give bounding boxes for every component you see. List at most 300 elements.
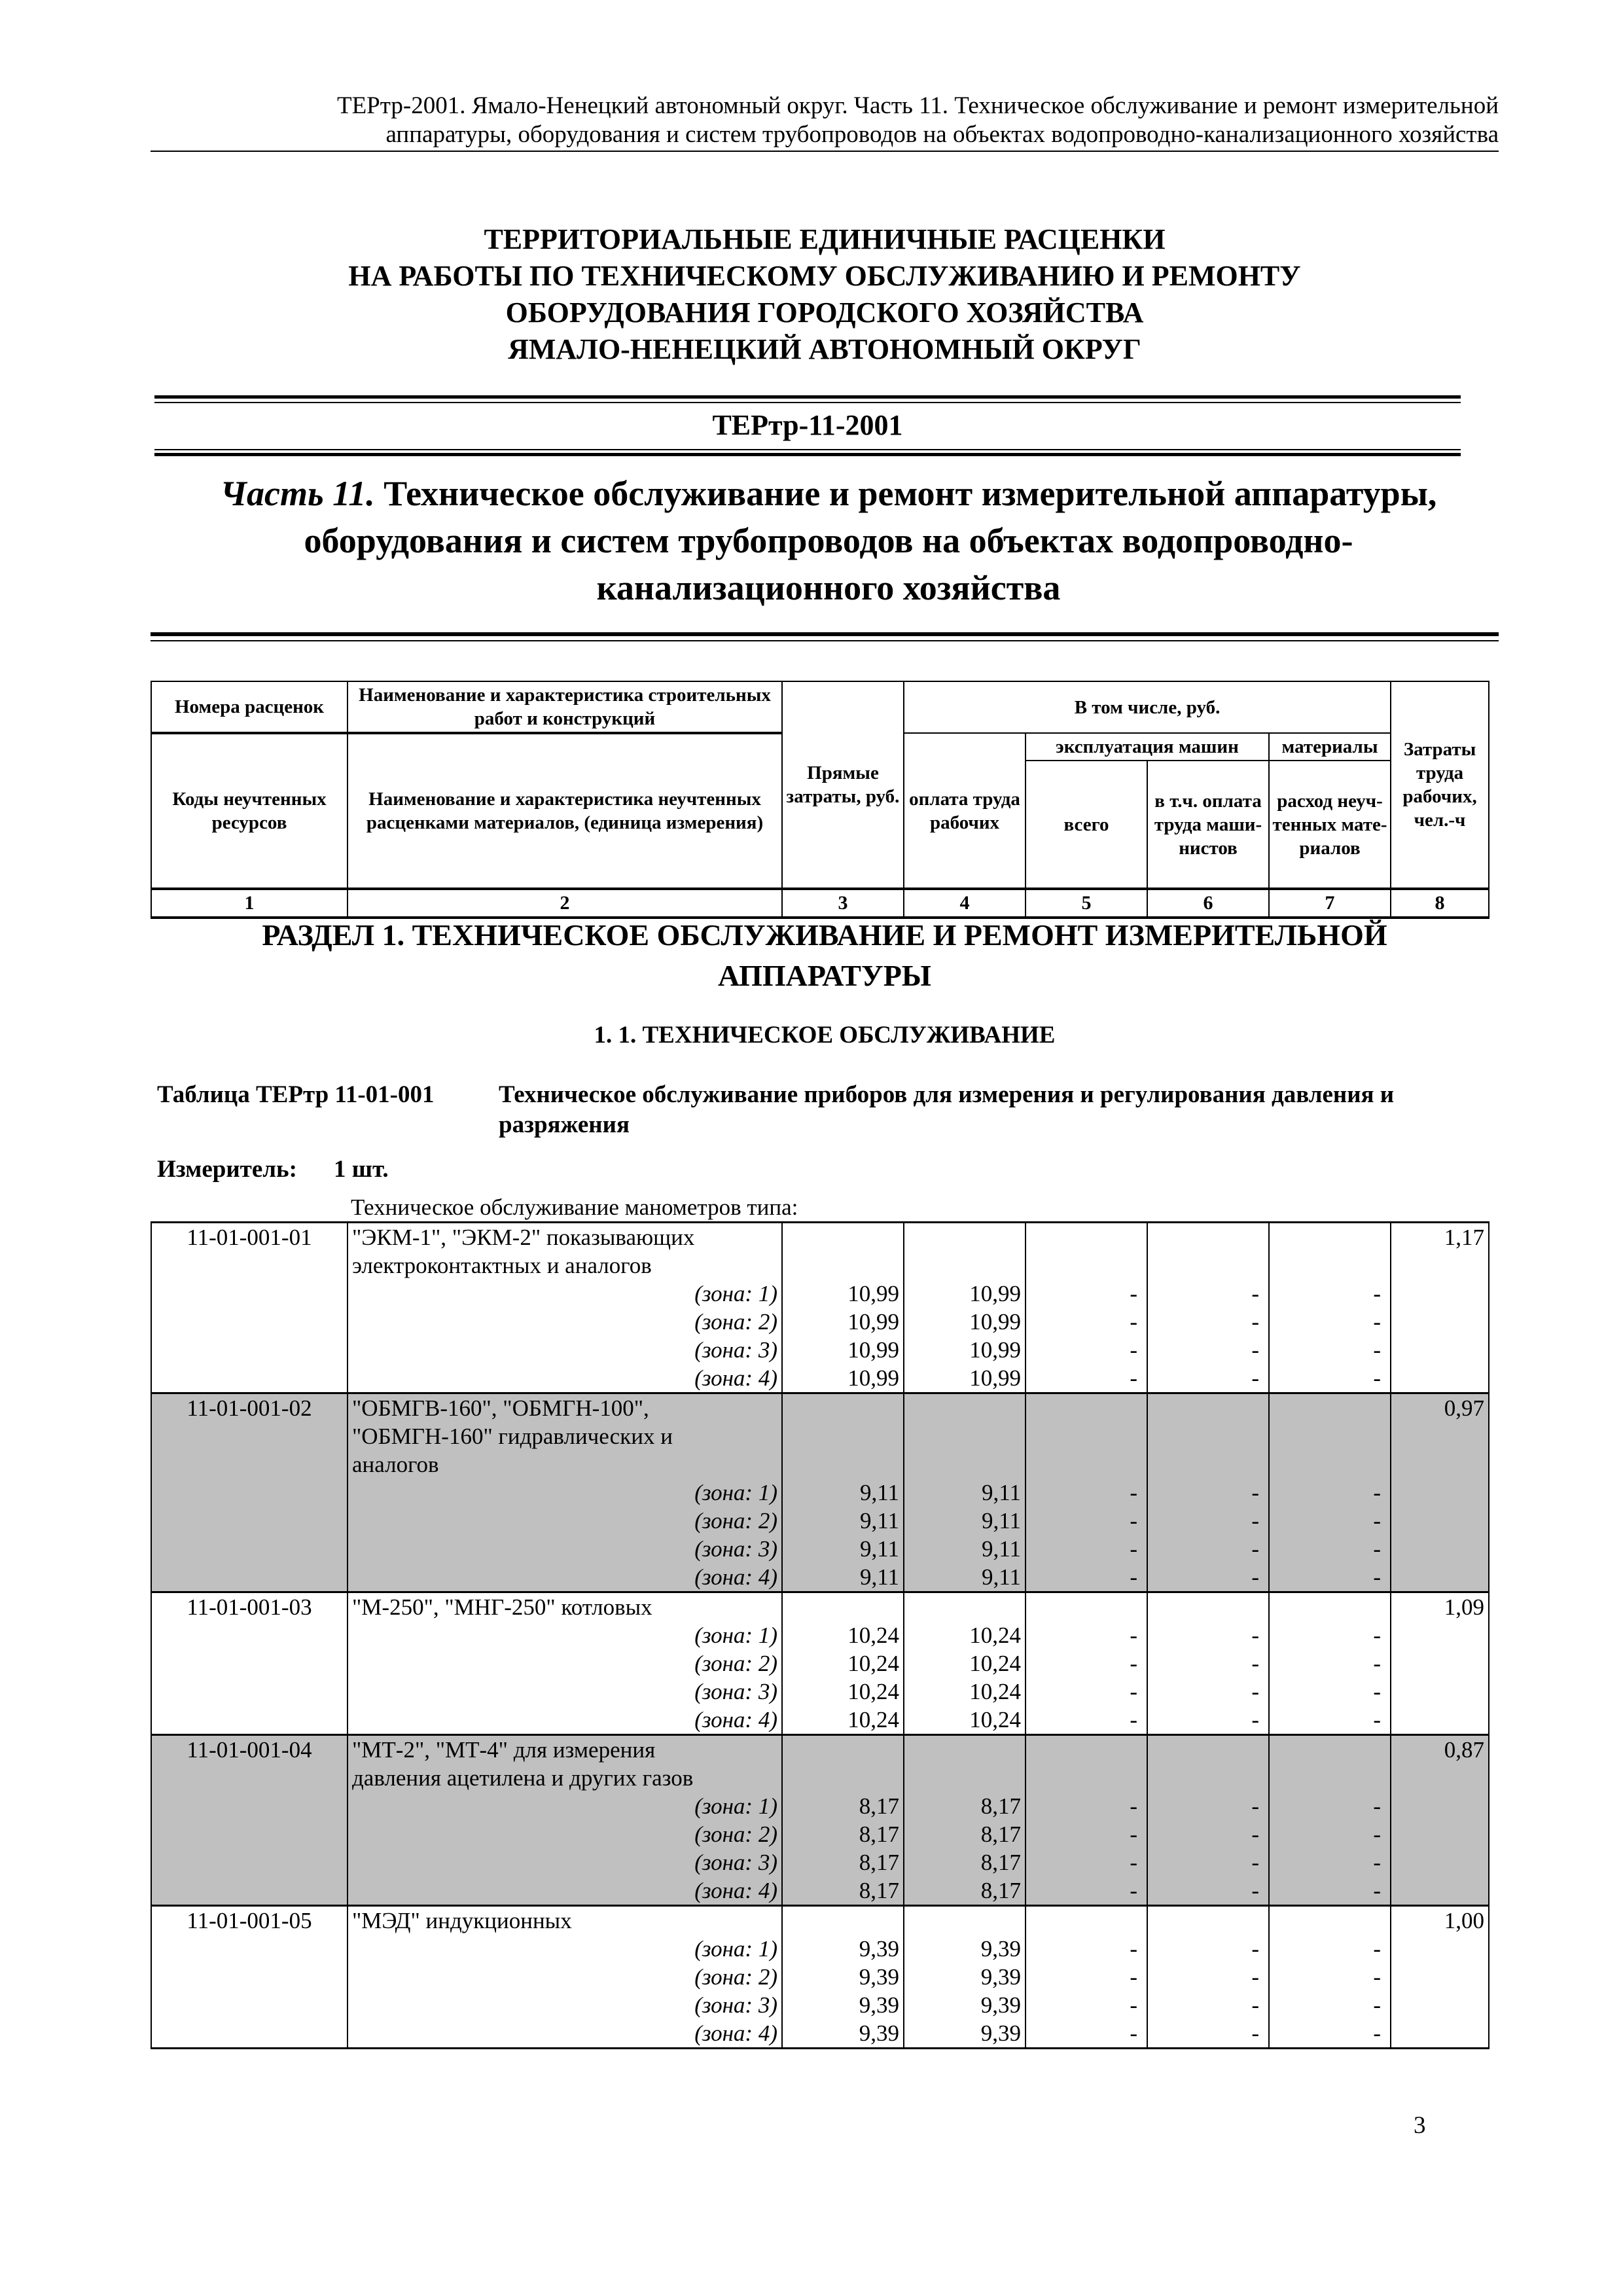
empty-cell — [1391, 1535, 1489, 1563]
rate-name-line: "ОБМГН-160" гидравлических и — [348, 1422, 782, 1450]
table-row — [151, 1649, 1489, 1677]
empty-cell — [782, 1906, 904, 1935]
table-caption-id: Таблица ТЕРтр 11-01-001 — [157, 1081, 435, 1108]
labor-cost: 1,00 — [1391, 1906, 1489, 1935]
empty-cell — [1269, 1592, 1391, 1622]
header-unaccounted-materials: расход неуч- тенных мате- риалов — [1269, 761, 1391, 889]
machines-total: - — [1026, 1706, 1147, 1735]
running-header-line-1: ТЕРтр-2001. Ямало-Ненецкий автономный округ. Часть 11. Техническое обслуживание и ремонт измерительной — [336, 92, 1499, 119]
part-title-line-2: оборудования и систем трубопроводов на объектах водопроводно- — [304, 521, 1353, 560]
rate-code-empty — [151, 1935, 348, 1963]
machines-total: - — [1026, 2019, 1147, 2049]
zone-label: (зона: 4) — [348, 1563, 782, 1592]
direct-cost: 9,39 — [782, 2019, 904, 2049]
title-line-3: ОБОРУДОВАНИЯ ГОРОДСКОГО ХОЗЯЙСТВА — [505, 296, 1144, 329]
table-row — [151, 1876, 1489, 1906]
machinist-pay: - — [1147, 1280, 1269, 1308]
unaccounted-materials: - — [1269, 1308, 1391, 1336]
empty-cell — [1269, 1422, 1391, 1450]
machines-total: - — [1026, 1820, 1147, 1848]
machines-total: - — [1026, 1364, 1147, 1393]
running-header-line-2: аппаратуры, оборудования и систем трубопроводов на объектах водопроводно-канализационного хозяйства — [385, 121, 1499, 148]
column-number: 6 — [1147, 889, 1269, 918]
page-number: 3 — [1414, 2112, 1426, 2139]
empty-cell — [1269, 1906, 1391, 1935]
table-row — [151, 1450, 1489, 1479]
rate-code-empty — [151, 1422, 348, 1450]
unaccounted-materials: - — [1269, 1991, 1391, 2019]
zone-label: (зона: 3) — [348, 1336, 782, 1364]
workers-pay: 8,17 — [904, 1876, 1026, 1906]
machines-total: - — [1026, 1280, 1147, 1308]
workers-pay: 10,99 — [904, 1364, 1026, 1393]
unaccounted-materials: - — [1269, 1336, 1391, 1364]
machines-total: - — [1026, 1876, 1147, 1906]
rate-code: 11-01-001-04 — [151, 1735, 348, 1765]
column-number: 1 — [151, 889, 348, 918]
machinist-pay: - — [1147, 1364, 1269, 1393]
measurer-label: Измеритель: — [157, 1156, 297, 1183]
workers-pay: 9,39 — [904, 2019, 1026, 2049]
section-title-line-1: РАЗДЕЛ 1. ТЕХНИЧЕСКОЕ ОБСЛУЖИВАНИЕ И РЕМОНТ ИЗМЕРИТЕЛЬНОЙ — [262, 918, 1387, 952]
rates-table — [151, 1221, 1489, 2049]
column-number: 2 — [348, 889, 782, 918]
rate-code-empty — [151, 1336, 348, 1364]
machines-total: - — [1026, 1935, 1147, 1963]
empty-cell — [904, 1906, 1026, 1935]
unaccounted-materials: - — [1269, 1677, 1391, 1706]
empty-cell — [904, 1393, 1026, 1423]
unaccounted-materials: - — [1269, 1563, 1391, 1592]
table-pre-heading: Техническое обслуживание манометров типа: — [351, 1194, 798, 1220]
part-title — [154, 470, 1503, 611]
direct-cost: 10,24 — [782, 1649, 904, 1677]
empty-cell — [782, 1450, 904, 1479]
column-header-table — [151, 681, 1489, 919]
rate-name-line: "МЭД" индукционных — [348, 1906, 782, 1935]
rate-code: 11-01-001-05 — [151, 1906, 348, 1935]
rate-code-empty — [151, 1649, 348, 1677]
unaccounted-materials: - — [1269, 1507, 1391, 1535]
zone-label: (зона: 3) — [348, 1991, 782, 2019]
table-row — [151, 1991, 1489, 2019]
workers-pay: 8,17 — [904, 1820, 1026, 1848]
rate-name-line: "МТ-2", "МТ-4" для измерения — [348, 1735, 782, 1765]
empty-cell — [1391, 1677, 1489, 1706]
machinist-pay: - — [1147, 1507, 1269, 1535]
workers-pay: 9,39 — [904, 1991, 1026, 2019]
divider — [154, 449, 1461, 450]
machines-total: - — [1026, 1963, 1147, 1991]
rate-code-empty — [151, 1563, 348, 1592]
machines-total: - — [1026, 1649, 1147, 1677]
rate-code-empty — [151, 1450, 348, 1479]
direct-cost: 8,17 — [782, 1792, 904, 1820]
zone-label: (зона: 1) — [348, 1935, 782, 1963]
table-row — [151, 1223, 1489, 1252]
machines-total: - — [1026, 1848, 1147, 1876]
empty-cell — [904, 1251, 1026, 1280]
empty-cell — [782, 1393, 904, 1423]
table-row — [151, 2019, 1489, 2049]
direct-cost: 9,11 — [782, 1563, 904, 1592]
workers-pay: 10,24 — [904, 1706, 1026, 1735]
labor-cost: 0,97 — [1391, 1393, 1489, 1423]
workers-pay: 8,17 — [904, 1792, 1026, 1820]
empty-cell — [1147, 1450, 1269, 1479]
measurer — [157, 1155, 389, 1185]
zone-label: (зона: 4) — [348, 1364, 782, 1393]
direct-cost: 9,39 — [782, 1963, 904, 1991]
direct-cost: 10,99 — [782, 1280, 904, 1308]
table-row — [151, 1963, 1489, 1991]
empty-cell — [1026, 1450, 1147, 1479]
header-workers-pay: оплата труда рабочих — [904, 733, 1026, 889]
empty-cell — [904, 1764, 1026, 1792]
empty-cell — [904, 1592, 1026, 1622]
empty-cell — [1391, 1507, 1489, 1535]
measurer-value: 1 шт. — [334, 1156, 389, 1183]
machinist-pay: - — [1147, 1479, 1269, 1507]
column-number: 8 — [1391, 889, 1489, 918]
zone-label: (зона: 2) — [348, 1820, 782, 1848]
machinist-pay: - — [1147, 1820, 1269, 1848]
unaccounted-materials: - — [1269, 1792, 1391, 1820]
header-including: В том числе, руб. — [904, 681, 1391, 733]
machinist-pay: - — [1147, 1535, 1269, 1563]
machines-total: - — [1026, 1507, 1147, 1535]
empty-cell — [1391, 1963, 1489, 1991]
table-row — [151, 1592, 1489, 1622]
machinist-pay: - — [1147, 1563, 1269, 1592]
direct-cost: 8,17 — [782, 1820, 904, 1848]
table-row — [151, 1280, 1489, 1308]
machines-total: - — [1026, 1621, 1147, 1649]
table-row — [151, 1706, 1489, 1735]
divider — [154, 453, 1461, 456]
workers-pay: 10,24 — [904, 1677, 1026, 1706]
column-number: 4 — [904, 889, 1026, 918]
direct-cost: 8,17 — [782, 1876, 904, 1906]
table-row — [151, 1507, 1489, 1535]
empty-cell — [1026, 1393, 1147, 1423]
empty-cell — [1391, 1621, 1489, 1649]
section-title-line-2: АППАРАТУРЫ — [718, 959, 931, 992]
rate-code-empty — [151, 1706, 348, 1735]
part-title-line-1: Техническое обслуживание и ремонт измерительной аппаратуры, — [383, 474, 1437, 513]
empty-cell — [1391, 1479, 1489, 1507]
table-row — [151, 1764, 1489, 1792]
machines-total: - — [1026, 1535, 1147, 1563]
table-row — [151, 1677, 1489, 1706]
rate-code-empty — [151, 1535, 348, 1563]
header-machines-total: всего — [1026, 761, 1147, 889]
empty-cell — [904, 1735, 1026, 1765]
rate-code-empty — [151, 1792, 348, 1820]
machinist-pay: - — [1147, 1308, 1269, 1336]
header-direct-costs: Прямые затраты, руб. — [782, 681, 904, 889]
zone-label: (зона: 4) — [348, 1876, 782, 1906]
empty-cell — [1391, 1935, 1489, 1963]
empty-cell — [1147, 1251, 1269, 1280]
machines-total: - — [1026, 1677, 1147, 1706]
empty-cell — [1026, 1735, 1147, 1765]
unaccounted-materials: - — [1269, 1621, 1391, 1649]
machinist-pay: - — [1147, 1649, 1269, 1677]
header-machinist-pay: в т.ч. оплата труда маши- нистов — [1147, 761, 1269, 889]
table-row — [151, 1563, 1489, 1592]
empty-cell — [782, 1764, 904, 1792]
table-row — [151, 1792, 1489, 1820]
table-row — [151, 1251, 1489, 1280]
machines-total: - — [1026, 1991, 1147, 2019]
machinist-pay: - — [1147, 1792, 1269, 1820]
header-labor-costs: Затраты труда рабочих, чел.-ч — [1391, 681, 1489, 889]
empty-cell — [1026, 1764, 1147, 1792]
rate-code-empty — [151, 1621, 348, 1649]
divider — [154, 395, 1461, 399]
rate-code-empty — [151, 1820, 348, 1848]
rate-code-empty — [151, 2019, 348, 2049]
section-title — [151, 915, 1499, 996]
rate-code-empty — [151, 1991, 348, 2019]
empty-cell — [1391, 1764, 1489, 1792]
direct-cost: 9,39 — [782, 1935, 904, 1963]
empty-cell — [1391, 1251, 1489, 1280]
direct-cost: 9,39 — [782, 1991, 904, 2019]
table-row — [151, 1735, 1489, 1765]
unaccounted-materials: - — [1269, 1963, 1391, 1991]
empty-cell — [1391, 1649, 1489, 1677]
empty-cell — [1391, 1450, 1489, 1479]
workers-pay: 10,99 — [904, 1308, 1026, 1336]
rate-code-empty — [151, 1364, 348, 1393]
machinist-pay: - — [1147, 1876, 1269, 1906]
empty-cell — [1026, 1251, 1147, 1280]
machinist-pay: - — [1147, 1336, 1269, 1364]
document-title — [151, 221, 1499, 368]
direct-cost: 10,24 — [782, 1621, 904, 1649]
column-number: 7 — [1269, 889, 1391, 918]
empty-cell — [1269, 1735, 1391, 1765]
column-number: 5 — [1026, 889, 1147, 918]
empty-cell — [1147, 1906, 1269, 1935]
empty-cell — [1391, 1991, 1489, 2019]
empty-cell — [1391, 1308, 1489, 1336]
header-resource-codes: Коды неучтенных ресурсов — [151, 733, 348, 889]
machinist-pay: - — [1147, 1935, 1269, 1963]
zone-label: (зона: 2) — [348, 1507, 782, 1535]
zone-label: (зона: 2) — [348, 1963, 782, 1991]
table-row — [151, 1906, 1489, 1935]
workers-pay: 9,11 — [904, 1507, 1026, 1535]
header-machine-operation: эксплуатация машин — [1026, 733, 1269, 761]
header-work-name: Наименование и характеристика строительных работ и конструкций — [348, 681, 782, 733]
table-row — [151, 1393, 1489, 1423]
rate-code-empty — [151, 1677, 348, 1706]
rate-code: 11-01-001-03 — [151, 1592, 348, 1622]
machinist-pay: - — [1147, 1621, 1269, 1649]
part-title-line-3: канализационного хозяйства — [596, 568, 1061, 607]
empty-cell — [1147, 1223, 1269, 1252]
zone-label: (зона: 3) — [348, 1677, 782, 1706]
empty-cell — [1391, 1848, 1489, 1876]
column-number: 3 — [782, 889, 904, 918]
rate-name-line: "ОБМГВ-160", "ОБМГН-100", — [348, 1393, 782, 1423]
labor-cost: 1,17 — [1391, 1223, 1489, 1252]
table-row — [151, 1336, 1489, 1364]
empty-cell — [1269, 1764, 1391, 1792]
rate-code: 11-01-001-01 — [151, 1223, 348, 1252]
direct-cost: 10,99 — [782, 1336, 904, 1364]
direct-cost: 8,17 — [782, 1848, 904, 1876]
direct-cost: 9,11 — [782, 1507, 904, 1535]
machinist-pay: - — [1147, 1991, 1269, 2019]
direct-cost: 9,11 — [782, 1535, 904, 1563]
rate-code-empty — [151, 1764, 348, 1792]
empty-cell — [1391, 1336, 1489, 1364]
workers-pay: 9,11 — [904, 1479, 1026, 1507]
table-row — [151, 1935, 1489, 1963]
workers-pay: 10,99 — [904, 1280, 1026, 1308]
zone-label: (зона: 4) — [348, 2019, 782, 2049]
machines-total: - — [1026, 1336, 1147, 1364]
unaccounted-materials: - — [1269, 1649, 1391, 1677]
title-line-1: ТЕРРИТОРИАЛЬНЫЕ ЕДИНИЧНЫЕ РАСЦЕНКИ — [484, 223, 1166, 255]
empty-cell — [1391, 1280, 1489, 1308]
unaccounted-materials: - — [1269, 2019, 1391, 2049]
machinist-pay: - — [1147, 2019, 1269, 2049]
empty-cell — [1147, 1422, 1269, 1450]
labor-cost: 1,09 — [1391, 1592, 1489, 1622]
machinist-pay: - — [1147, 1848, 1269, 1876]
empty-cell — [782, 1422, 904, 1450]
workers-pay: 9,39 — [904, 1935, 1026, 1963]
zone-label: (зона: 1) — [348, 1621, 782, 1649]
workers-pay: 8,17 — [904, 1848, 1026, 1876]
empty-cell — [904, 1223, 1026, 1252]
unaccounted-materials: - — [1269, 1848, 1391, 1876]
table-row — [151, 1364, 1489, 1393]
rate-name-line: давления ацетилена и других газов — [348, 1764, 782, 1792]
unaccounted-materials: - — [1269, 1876, 1391, 1906]
zone-label: (зона: 2) — [348, 1649, 782, 1677]
workers-pay: 10,24 — [904, 1621, 1026, 1649]
empty-cell — [1391, 1876, 1489, 1906]
empty-cell — [1026, 1422, 1147, 1450]
table-row — [151, 1820, 1489, 1848]
empty-cell — [1026, 1906, 1147, 1935]
unaccounted-materials: - — [1269, 1364, 1391, 1393]
empty-cell — [782, 1223, 904, 1252]
divider — [151, 640, 1499, 641]
unaccounted-materials: - — [1269, 1280, 1391, 1308]
rate-name-line: аналогов — [348, 1450, 782, 1479]
empty-cell — [1269, 1223, 1391, 1252]
zone-label: (зона: 1) — [348, 1479, 782, 1507]
header-materials: материалы — [1269, 733, 1391, 761]
empty-cell — [1269, 1251, 1391, 1280]
direct-cost: 10,99 — [782, 1308, 904, 1336]
empty-cell — [1391, 1820, 1489, 1848]
zone-label: (зона: 1) — [348, 1280, 782, 1308]
table-row — [151, 1535, 1489, 1563]
subsection-title: 1. 1. ТЕХНИЧЕСКОЕ ОБСЛУЖИВАНИЕ — [594, 1022, 1056, 1049]
empty-cell — [1391, 1706, 1489, 1735]
rate-code: 11-01-001-02 — [151, 1393, 348, 1423]
unaccounted-materials: - — [1269, 1479, 1391, 1507]
zone-label: (зона: 1) — [348, 1792, 782, 1820]
empty-cell — [1147, 1735, 1269, 1765]
table-row — [151, 1621, 1489, 1649]
direct-cost: 10,24 — [782, 1706, 904, 1735]
title-line-2: НА РАБОТЫ ПО ТЕХНИЧЕСКОМУ ОБСЛУЖИВАНИЮ И РЕМОНТУ — [348, 260, 1301, 292]
machinist-pay: - — [1147, 1677, 1269, 1706]
empty-cell — [1269, 1393, 1391, 1423]
unaccounted-materials: - — [1269, 1935, 1391, 1963]
empty-cell — [1147, 1393, 1269, 1423]
empty-cell — [1391, 1792, 1489, 1820]
empty-cell — [782, 1592, 904, 1622]
unaccounted-materials: - — [1269, 1535, 1391, 1563]
table-row — [151, 1479, 1489, 1507]
empty-cell — [1391, 1563, 1489, 1592]
workers-pay: 10,99 — [904, 1336, 1026, 1364]
empty-cell — [1147, 1592, 1269, 1622]
empty-cell — [1026, 1223, 1147, 1252]
rate-name-line: "М-250", "МНГ-250" котловых — [348, 1592, 782, 1622]
divider — [151, 632, 1499, 636]
empty-cell — [904, 1422, 1026, 1450]
direct-cost: 10,99 — [782, 1364, 904, 1393]
zone-label: (зона: 3) — [348, 1535, 782, 1563]
table-caption-text: Техническое обслуживание приборов для измерения и регулирования давления и разряжения — [499, 1081, 1395, 1138]
header-rate-numbers: Номера расценок — [151, 681, 348, 733]
empty-cell — [1026, 1592, 1147, 1622]
unaccounted-materials: - — [1269, 1706, 1391, 1735]
rate-code-empty — [151, 1308, 348, 1336]
rate-code-empty — [151, 1479, 348, 1507]
workers-pay: 9,11 — [904, 1563, 1026, 1592]
zone-label: (зона: 3) — [348, 1848, 782, 1876]
rate-code-empty — [151, 1876, 348, 1906]
rate-code-empty — [151, 1507, 348, 1535]
direct-cost: 9,11 — [782, 1479, 904, 1507]
machines-total: - — [1026, 1792, 1147, 1820]
rate-code-empty — [151, 1251, 348, 1280]
table-row — [151, 1422, 1489, 1450]
rate-code-empty — [151, 1963, 348, 1991]
unaccounted-materials: - — [1269, 1820, 1391, 1848]
running-header — [151, 92, 1499, 152]
machinist-pay: - — [1147, 1963, 1269, 1991]
empty-cell — [782, 1735, 904, 1765]
workers-pay: 9,11 — [904, 1535, 1026, 1563]
table-row — [151, 1848, 1489, 1876]
divider — [154, 402, 1461, 403]
rate-code-empty — [151, 1280, 348, 1308]
workers-pay: 9,39 — [904, 1963, 1026, 1991]
title-line-4: ЯМАЛО-НЕНЕЦКИЙ АВТОНОМНЫЙ ОКРУГ — [508, 333, 1141, 365]
empty-cell — [782, 1251, 904, 1280]
machines-total: - — [1026, 1563, 1147, 1592]
machines-total: - — [1026, 1308, 1147, 1336]
document-code: ТЕРтр-11-2001 — [712, 409, 903, 441]
empty-cell — [1391, 2019, 1489, 2049]
empty-cell — [1147, 1764, 1269, 1792]
zone-label: (зона: 2) — [348, 1308, 782, 1336]
empty-cell — [1391, 1364, 1489, 1393]
